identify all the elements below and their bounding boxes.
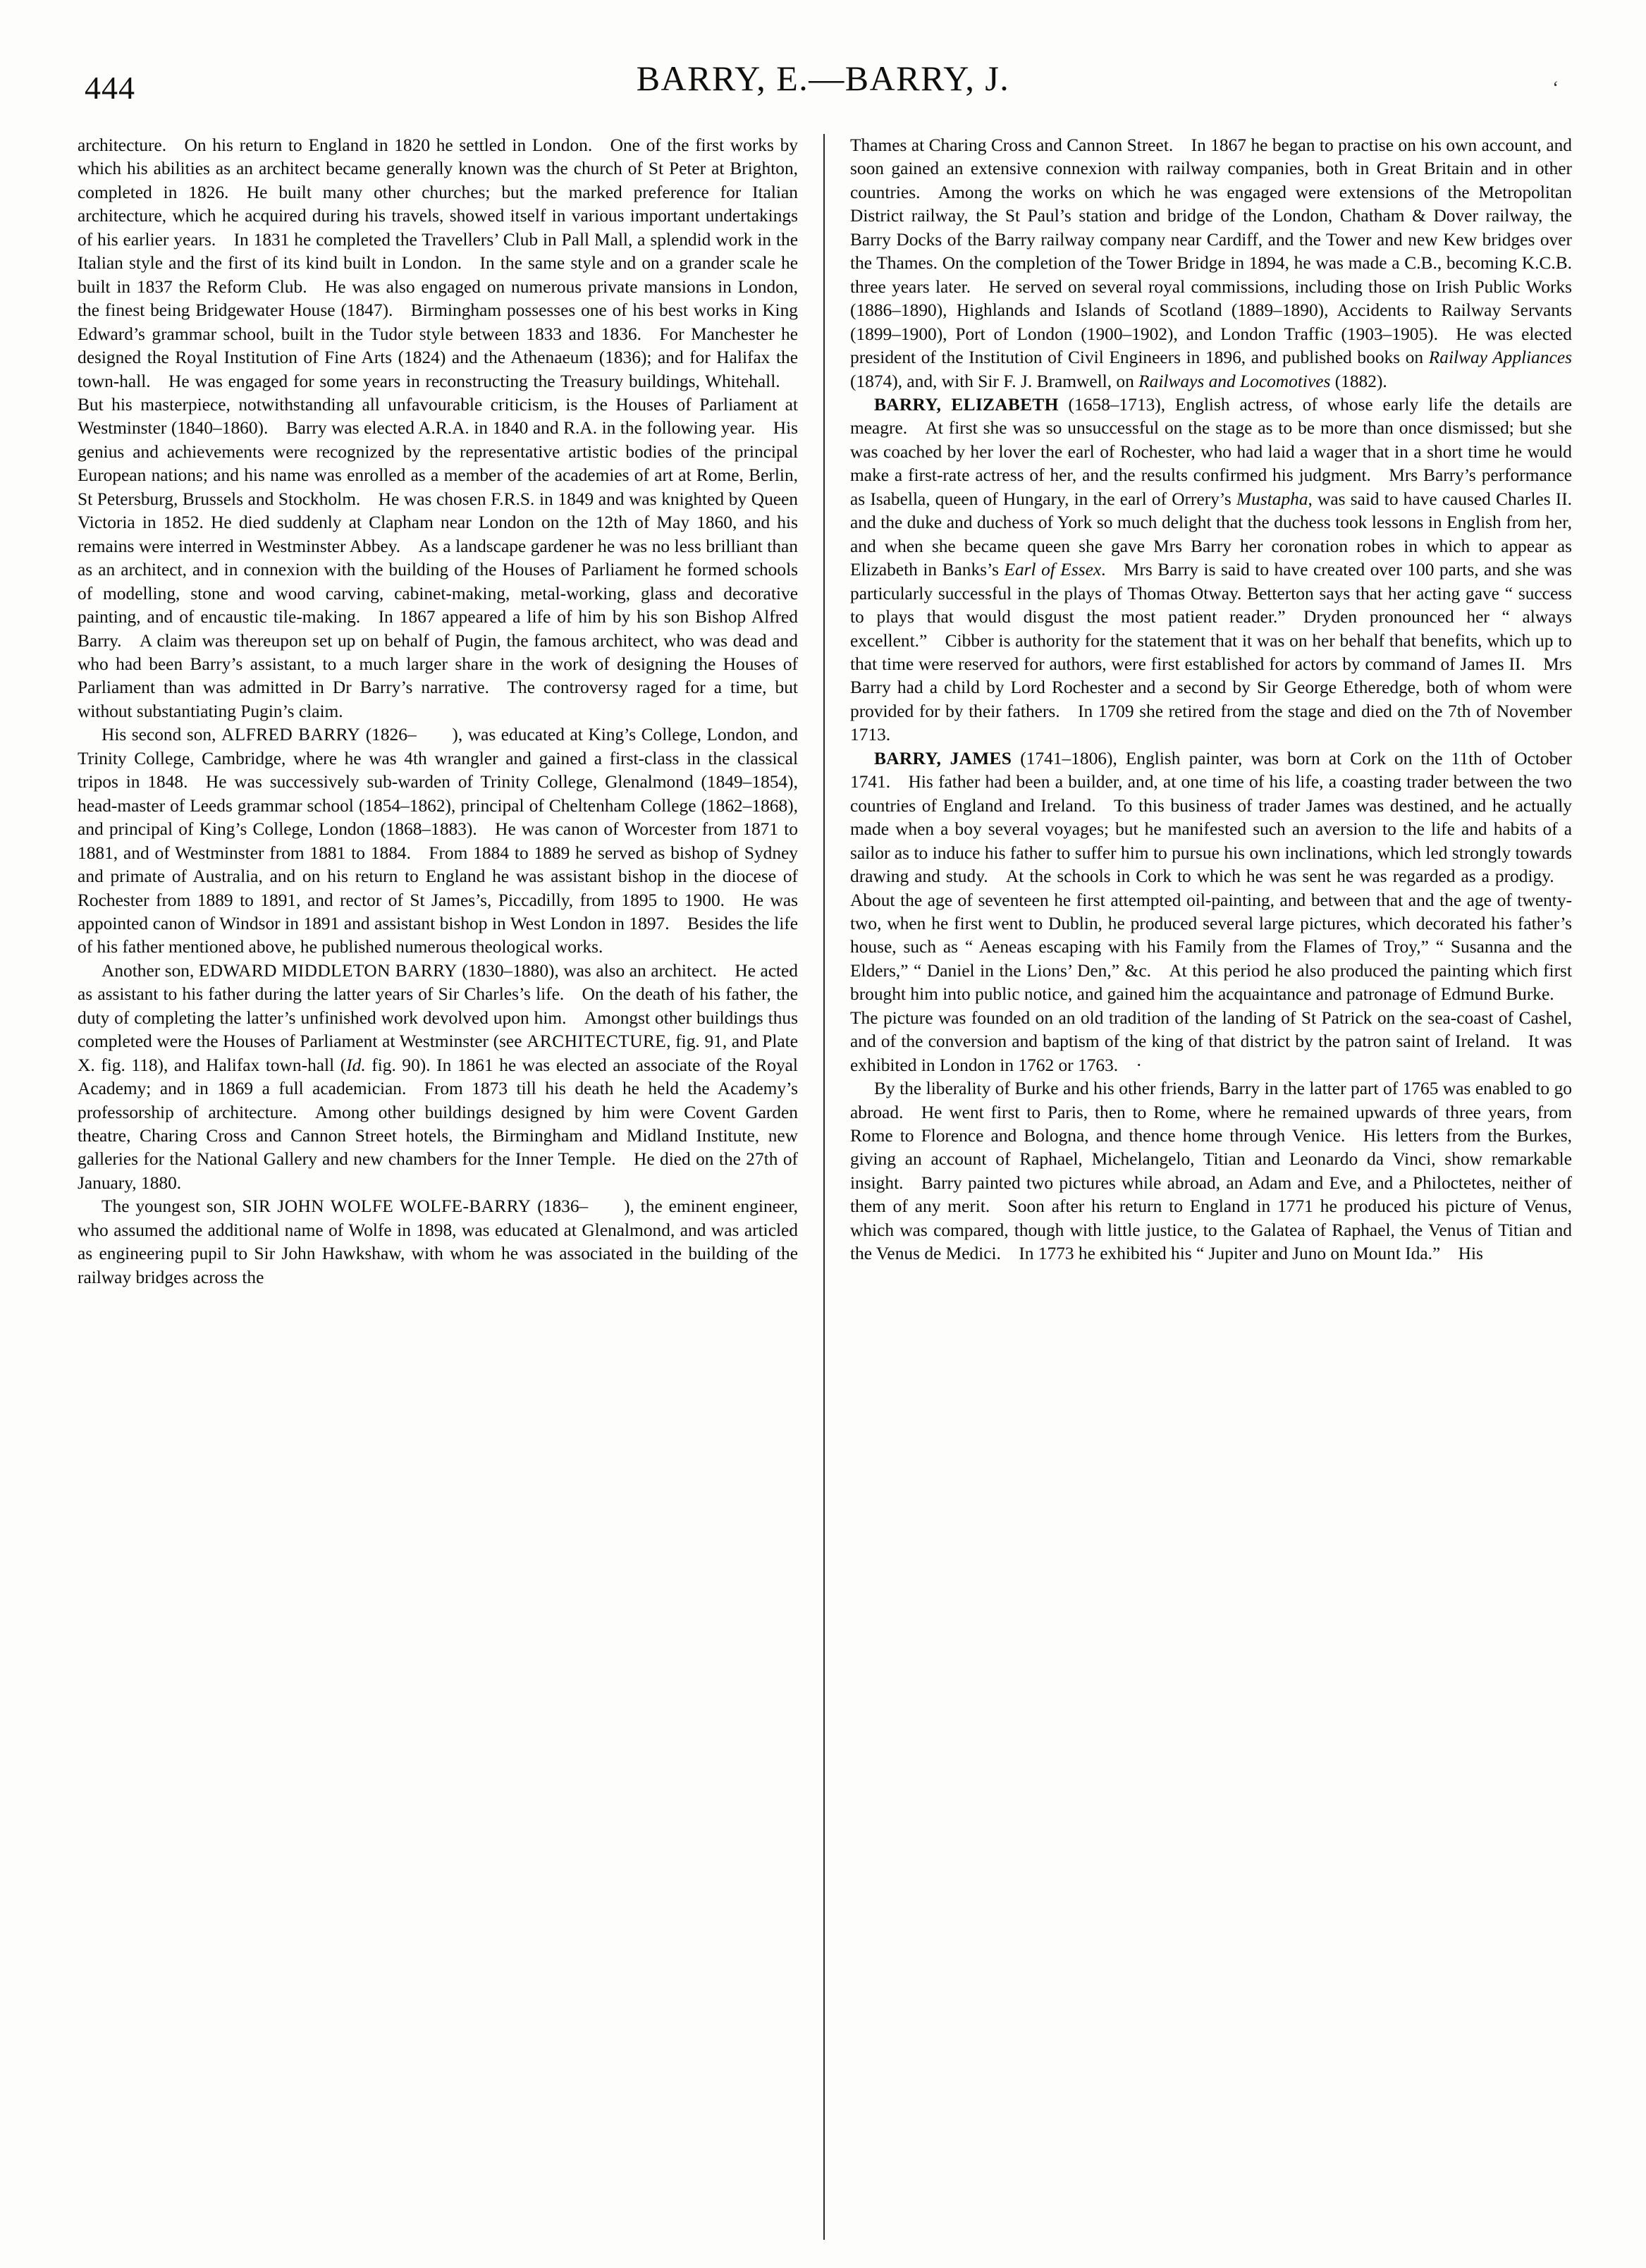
page-header	[78, 49, 1568, 134]
paragraph: The youngest son, SIR JOHN WOLFE WOLFE-BARRY (1836– ), the eminent engineer, who assumed the additional name of Wolfe in 1898, was educated at Glenalmond, and was articled as engineering pupil to Sir John Hawkshaw, with whom he was associated in the building of the railway bridges across the	[78, 1196, 799, 1287]
entry-barry-elizabeth	[850, 393, 1572, 747]
entry-body: (1658–1713), English actress, of whose early life the details are meagre. At first she was so unsuccessful on the stage as to be more than once dismissed; but she was coached by her lover the earl of Rochester, who had laid a wager that in a short time he would make a first-rate actress of her, and the results confirmed his judgment. Mrs Barry’s performance as Isabella, queen of Hungary, in the earl of Orrery’s Mustapha, was said to have caused Charles II. and the duke and duchess of York so much delight that the duchess took lessons in English from her, and when she became queen she gave Mrs Barry her coronation robes in which to appear as Elizabeth in Banks’s Earl of Essex. Mrs Barry is said to have created over 100 parts, and she was particularly successful in the plays of Thomas Otway. Betterton says that her acting gave “ success to plays that would disgust the most patient reader.” Dryden pronounced her “ always excellent.” Cibber is authority for the statement that it was on her behalf that benefits, which up to that time were reserved for authors, were first established for actors by command of James II. Mrs Barry had a child by Lord Rochester and a second by Sir George Etheredge, both of whom were provided for by their fathers. In 1709 she retired from the stage and died on the 7th of November 1713.	[850, 394, 1573, 745]
entry-headword: BARRY, JAMES	[874, 748, 1012, 768]
entry-headword: BARRY, ELIZABETH	[874, 394, 1059, 415]
right-column	[825, 134, 1572, 2240]
entry-barry-james	[850, 747, 1572, 1077]
entry-body: (1741–1806), English painter, was born at Cork on the 11th of October 1741. His father had been a builder, and, at one time of his life, a coasting trader between the two countries of England and Ireland. To this business of trader James was destined, and he actually made when a boy several voyages; but he manifested such an aversion to the life and habits of a sailor as to induce his father to suffer him to pursue his own inclinations, which led strongly towards drawing and study. At the schools in Cork to which he was sent he was regarded as a prodigy. About the age of seventeen he first attempted oil-painting, and between that and the age of twenty-two, when he first went to Dublin, he produced several large pictures, which decorated his father’s house, such as “ Aeneas escaping with his Family from the Flames of Troy,” “ Susanna and the Elders,” “ Daniel in the Lions’ Den,” &c. At this period he also produced the painting which first brought him into public notice, and gained him the acquaintance and patronage of Edmund Burke. The picture was founded on an old tradition of the landing of St Patrick on the sea-coast of Cashel, and of the conversion and baptism of the king of that district by the patron saint of Ireland. It was exhibited in London in 1762 or 1763. ·	[850, 748, 1573, 1075]
text-columns	[78, 134, 1572, 2240]
margin-mark: ‘	[1552, 78, 1559, 98]
paragraph: Another son, EDWARD MIDDLETON BARRY (1830–1880), was also an architect. He acted as assistant to his father during the latter years of Sir Charles’s life. On the death of his father, the duty of completing the latter’s unfinished work devolved upon him. Amongst other buildings thus completed were the Houses of Parliament at Westminster (see ARCHITECTURE, fig. 91, and Plate X. fig. 118), and Halifax town-hall (Id. fig. 90). In 1861 he was elected an associate of the Royal Academy; and in 1869 a full academician. From 1873 till his death he held the Academy’s professorship of architecture. Among other buildings designed by him were Covent Garden theatre, Charing Cross and Cannon Street hotels, the Birmingham and Midland Institute, new galleries for the National Gallery and new chambers for the Inner Temple. He died on the 27th of January, 1880.	[78, 960, 799, 1193]
paragraph: His second son, ALFRED BARRY (1826– ), was educated at King’s College, London, and Trinity College, Cambridge, where he was 4th wrangler and gained a first-class in the classical tripos in 1848. He was successively sub-warden of Trinity College, Glenalmond (1849–1854), head-master of Leeds grammar school (1854–1862), principal of Cheltenham College (1862–1868), and principal of King’s College, London (1868–1883). He was canon of Worcester from 1871 to 1881, and of Westminster from 1881 to 1884. From 1884 to 1889 he served as bishop of Sydney and primate of Australia, and on his return to England he was assistant bishop in the diocese of Rochester from 1889 to 1891, and rector of St James’s, Piccadilly, from 1895 to 1900. He was appointed canon of Windsor in 1891 and assistant bishop in West London in 1897. Besides the life of his father mentioned above, he published numerous theological works.	[78, 725, 798, 957]
running-title: BARRY, E.—BARRY, J.	[636, 59, 1010, 98]
paragraph: Thames at Charing Cross and Cannon Street. In 1867 he began to practise on his own account, and soon gained an extensive connexion with railway companies, both in Great Britain and in other countries. Among the works on which he was engaged were extensions of the Metropolitan District railway, the St Paul’s station and bridge of the London, Chatham & Dover railway, the Barry Docks of the Barry railway company near Cardiff, and the Tower and new Kew bridges over the Thames. On the completion of the Tower Bridge in 1894, he was made a C.B., becoming K.C.B. three years later. He served on several royal commissions, including those on Irish Public Works (1886–1890), Highlands and Islands of Scotland (1889–1890), Accidents to Railway Servants (1899–1900), Port of London (1900–1902), and London Traffic (1903–1905). He was elected president of the Institution of Civil Engineers in 1896, and published books on Railway Appliances (1874), and, with Sir F. J. Bramwell, on Railways and Locomotives (1882).	[850, 135, 1572, 391]
page-number: 444	[85, 70, 135, 106]
paragraph: By the liberality of Burke and his other friends, Barry in the latter part of 1765 was enabled to go abroad. He went first to Paris, then to Rome, where he remained upwards of three years, from Rome to Florence and Bologna, and thence home through Venice. His letters from the Burkes, giving an account of Raphael, Michelangelo, Titian and Leonardo da Vinci, show remarkable insight. Barry painted two pictures while abroad, an Adam and Eve, and a Philoctetes, neither of them of any merit. Soon after his return to England in 1771 he produced his picture of Venus, which was compared, though with little justice, to the Galatea of Raphael, the Venus of Titian and the Venus de Medici. In 1773 he exhibited his “ Jupiter and Juno on Mount Ida.” His	[850, 1079, 1572, 1264]
left-column	[78, 134, 825, 2240]
paragraph: architecture. On his return to England in 1820 he settled in London. One of the first works by which his abilities as an architect became generally known was the church of St Peter at Brighton, completed in 1826. He built many other churches; but the marked preference for Italian architecture, which he acquired during his travels, showed itself in various important undertakings of his earlier years. In 1831 he completed the Travellers’ Club in Pall Mall, a splendid work in the Italian style and the first of its kind built in London. In the same style and on a grander scale he built in 1837 the Reform Club. He was also engaged on numerous private mansions in London, the finest being Bridgewater House (1847). Birmingham possesses one of his best works in King Edward’s grammar school, built in the Tudor style between 1833 and 1836. For Manchester he designed the Royal Institution of Fine Arts (1824) and the Athenaeum (1836); and for Halifax the town-hall. He was engaged for some years in reconstructing the Treasury buildings, Whitehall. But his masterpiece, notwithstanding all unfavourable criticism, is the Houses of Parliament at Westminster (1840–1860). Barry was elected A.R.A. in 1840 and R.A. in the following year. His genius and achievements were recognized by the representative artistic bodies of the principal European nations; and his name was enrolled as a member of the academies of art at Rome, Berlin, St Petersburg, Brussels and Stockholm. He was chosen F.R.S. in 1849 and was knighted by Queen Victoria in 1852. He died suddenly at Clapham near London on the 12th of May 1860, and his remains were interred in Westminster Abbey. As a landscape gardener he was no less brilliant than as an architect, and in connexion with the building of the Houses of Parliament he formed schools of modelling, stone and wood carving, cabinet-making, metal-working, glass and decorative painting, and of encaustic tile-making. In 1867 appeared a life of him by his son Bishop Alfred Barry. A claim was thereupon set up on behalf of Pugin, the famous architect, who was dead and who had been Barry’s assistant, to a much larger share in the work of designing the Houses of Parliament than was admitted in Dr Barry’s narrative. The controversy raged for a time, but without substantiating Pugin’s claim.	[78, 135, 798, 721]
